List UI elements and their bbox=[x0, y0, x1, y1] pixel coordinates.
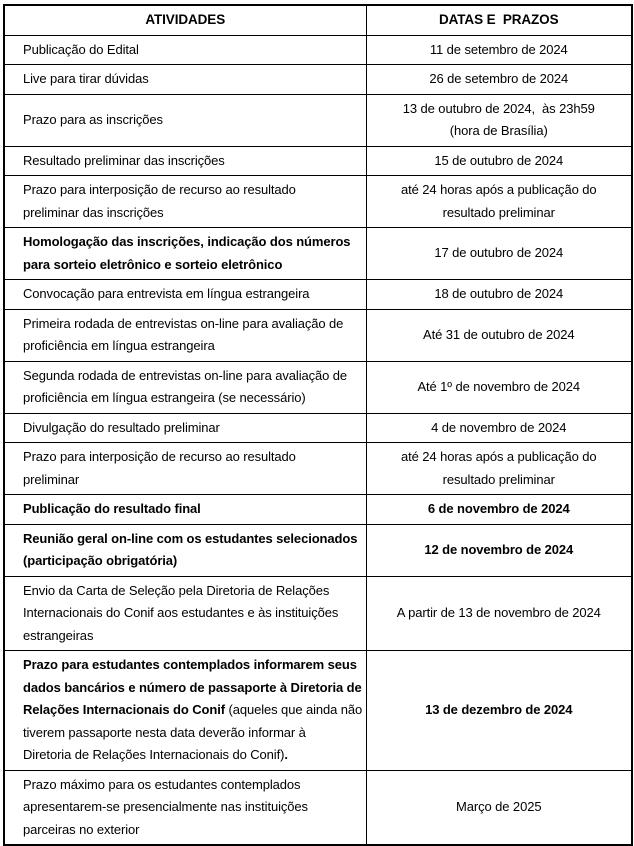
text-line: dados bancários e número de passaporte à Diretoria de bbox=[23, 679, 362, 695]
text-line: 4 de novembro de 2024 bbox=[431, 419, 567, 435]
table-row bbox=[4, 280, 632, 310]
date-cell bbox=[366, 576, 632, 651]
text-line: Primeira rodada de entrevistas on-line para avaliação de bbox=[23, 315, 344, 331]
date-cell bbox=[366, 94, 632, 146]
text-line: (hora de Brasília) bbox=[449, 123, 548, 138]
text-line: 6 de novembro de 2024 bbox=[427, 501, 570, 516]
text-line: Publicação do Edital bbox=[23, 41, 139, 57]
date-cell bbox=[366, 770, 632, 845]
table-row bbox=[4, 524, 632, 576]
text-line: 17 de outubro de 2024 bbox=[434, 245, 564, 261]
date-cell bbox=[366, 495, 632, 525]
activity-cell bbox=[4, 443, 366, 495]
activity-cell bbox=[4, 146, 366, 176]
activity-cell bbox=[4, 309, 366, 361]
schedule-table bbox=[3, 4, 633, 846]
date-cell bbox=[366, 65, 632, 95]
table-row bbox=[4, 651, 632, 771]
text-line: Prazo para interposição de recurso ao resultado bbox=[23, 449, 296, 464]
date-cell bbox=[366, 443, 632, 495]
text-line: Diretoria de Relações Internacionais do Conif). bbox=[23, 747, 288, 762]
date-cell bbox=[366, 651, 632, 771]
text-line: A partir de 13 de novembro de 2024 bbox=[396, 605, 601, 620]
text-line: parceiras no exterior bbox=[23, 821, 140, 837]
activity-cell bbox=[4, 413, 366, 443]
date-cell bbox=[366, 309, 632, 361]
text-line: (participação obrigatória) bbox=[23, 553, 178, 568]
text-line: 11 de setembro de 2024 bbox=[429, 41, 568, 57]
table-row bbox=[4, 176, 632, 228]
table-row bbox=[4, 413, 632, 443]
activity-cell bbox=[4, 176, 366, 228]
text-line: proficiência em língua estrangeira bbox=[23, 338, 215, 353]
column-header-datas-e-prazos: DATAS E PRAZOS bbox=[366, 5, 632, 35]
activity-cell bbox=[4, 770, 366, 845]
text-line: até 24 horas após a publicação do bbox=[401, 449, 597, 464]
date-cell bbox=[366, 146, 632, 176]
text-line: preliminar das inscrições bbox=[23, 204, 164, 220]
text-line: Prazo para interposição de recurso ao resultado bbox=[23, 182, 296, 197]
table-row bbox=[4, 443, 632, 495]
date-cell bbox=[366, 176, 632, 228]
text-line: Prazo máximo para os estudantes contemplados bbox=[23, 776, 301, 792]
text-line: Publicação do resultado final bbox=[23, 501, 201, 516]
text-line: Prazo para as inscrições bbox=[23, 111, 163, 127]
text-line: 15 de outubro de 2024 bbox=[434, 152, 564, 168]
date-cell bbox=[366, 413, 632, 443]
text-line: 13 de dezembro de 2024 bbox=[425, 702, 573, 717]
text-line: resultado preliminar bbox=[442, 204, 555, 220]
activity-cell bbox=[4, 524, 366, 576]
table-row bbox=[4, 361, 632, 413]
activity-cell bbox=[4, 228, 366, 280]
text-line: Março de 2025 bbox=[456, 799, 542, 814]
table-row bbox=[4, 228, 632, 280]
activity-cell bbox=[4, 361, 366, 413]
activity-cell bbox=[4, 651, 366, 771]
text-line: Relações Internacionais do Conif (aqueles que ainda não bbox=[23, 702, 363, 717]
activity-cell bbox=[4, 576, 366, 651]
table-row bbox=[4, 146, 632, 176]
activity-cell bbox=[4, 65, 366, 95]
text-line: Internacionais do Conif aos estudantes e às instituições bbox=[23, 605, 339, 620]
text-line: Até 31 de outubro de 2024 bbox=[423, 326, 575, 342]
text-line: Homologação das inscrições, indicação dos números bbox=[23, 234, 351, 249]
text-line: proficiência em língua estrangeira (se necessário) bbox=[23, 390, 306, 405]
text-line: Envio da Carta de Seleção pela Diretoria de Relações bbox=[23, 582, 330, 598]
text-line: tiverem passaporte nesta data deverão informar à bbox=[23, 724, 306, 740]
text-line: 12 de novembro de 2024 bbox=[424, 541, 574, 557]
text-line: Convocação para entrevista em língua estrangeira bbox=[23, 286, 310, 301]
text-line: preliminar bbox=[23, 471, 80, 487]
text-line: resultado preliminar bbox=[442, 471, 555, 487]
table-row bbox=[4, 576, 632, 651]
text-line: Live para tirar dúvidas bbox=[23, 71, 149, 86]
activity-cell bbox=[4, 280, 366, 310]
header-row bbox=[4, 5, 632, 35]
activity-cell bbox=[4, 495, 366, 525]
column-header-atividades: ATIVIDADES bbox=[4, 5, 366, 35]
text-line: Prazo para estudantes contemplados informarem seus bbox=[23, 657, 357, 672]
text-line: Resultado preliminar das inscrições bbox=[23, 152, 225, 168]
date-cell bbox=[366, 228, 632, 280]
text-line: 26 de setembro de 2024 bbox=[429, 71, 569, 86]
text-line: 13 de outubro de 2024, às 23h59 bbox=[402, 100, 595, 116]
table-row bbox=[4, 495, 632, 525]
activity-cell bbox=[4, 94, 366, 146]
table-row bbox=[4, 65, 632, 95]
date-cell bbox=[366, 361, 632, 413]
text-line: Até 1º de novembro de 2024 bbox=[417, 378, 581, 394]
text-line: Segunda rodada de entrevistas on-line para avaliação de bbox=[23, 367, 348, 383]
date-cell bbox=[366, 280, 632, 310]
text-line: estrangeiras bbox=[23, 627, 94, 643]
activity-cell bbox=[4, 35, 366, 65]
table-row bbox=[4, 35, 632, 65]
table-row bbox=[4, 309, 632, 361]
text-line: apresentarem-se presencialmente nas instituições bbox=[23, 799, 308, 814]
date-cell bbox=[366, 35, 632, 65]
text-line: até 24 horas após a publicação do bbox=[401, 182, 597, 197]
table-row bbox=[4, 770, 632, 845]
text-line: para sorteio eletrônico e sorteio eletrônico bbox=[23, 256, 283, 272]
schedule-table-body bbox=[4, 35, 632, 845]
text-line: 18 de outubro de 2024 bbox=[434, 286, 564, 301]
date-cell bbox=[366, 524, 632, 576]
table-row bbox=[4, 94, 632, 146]
text-line: Reunião geral on-line com os estudantes selecionados bbox=[23, 530, 358, 546]
text-line: Divulgação do resultado preliminar bbox=[23, 419, 220, 435]
